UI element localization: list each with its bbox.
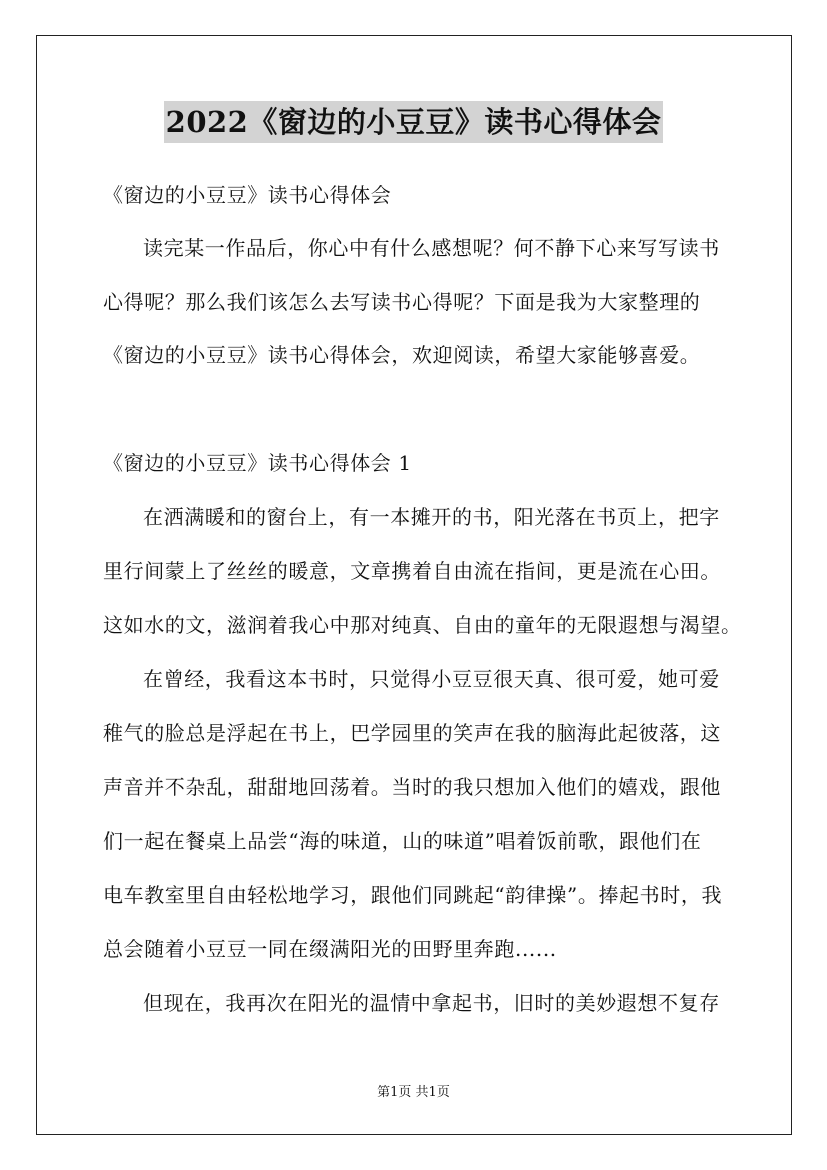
title-container [0, 101, 827, 143]
text-line: 心得呢？那么我们该怎么去写读书心得呢？下面是我为大家整理的 [103, 290, 701, 314]
section-heading: 《窗边的小豆豆》读书心得体会 1 [103, 451, 412, 475]
document-title: 2022《窗边的小豆豆》读书心得体会 [164, 101, 664, 143]
text-line: 《窗边的小豆豆》读书心得体会 [103, 183, 392, 207]
page-footer: 第1页 共1页 [377, 1085, 450, 1100]
text-line: 声音并不杂乱，甜甜地回荡着。当时的我只想加入他们的嬉戏，跟他 [103, 775, 721, 799]
text-line: 里行间蒙上了丝丝的暖意，文章携着自由流在指间，更是流在心田。 [103, 559, 721, 583]
text-line: 这如水的文，滋润着我心中那对纯真、自由的童年的无限遐想与渴望。 [103, 613, 742, 637]
text-line: 读完某一作品后，你心中有什么感想呢？何不静下心来写写读书 [143, 236, 720, 260]
text-line: 在洒满暖和的窗台上，有一本摊开的书，阳光落在书页上，把字 [143, 505, 720, 529]
text-line: 总会随着小豆豆一同在缀满阳光的田野里奔跑...... [103, 937, 557, 961]
text-line: 但现在，我再次在阳光的温情中拿起书，旧时的美妙遐想不复存 [143, 991, 720, 1015]
text-line: 稚气的脸总是浮起在书上，巴学园里的笑声在我的脑海此起彼落，这 [103, 721, 721, 745]
text-line: 电车教室里自由轻松地学习，跟他们同跳起“韵律操”。捧起书时，我 [103, 883, 723, 907]
text-line: 《窗边的小豆豆》读书心得体会，欢迎阅读，希望大家能够喜爱。 [103, 343, 701, 367]
text-line: 在曾经，我看这本书时，只觉得小豆豆很天真、很可爱，她可爱 [143, 667, 720, 691]
text-line: 们一起在餐桌上品尝“海的味道，山的味道”唱着饭前歌，跟他们在 [103, 829, 702, 853]
